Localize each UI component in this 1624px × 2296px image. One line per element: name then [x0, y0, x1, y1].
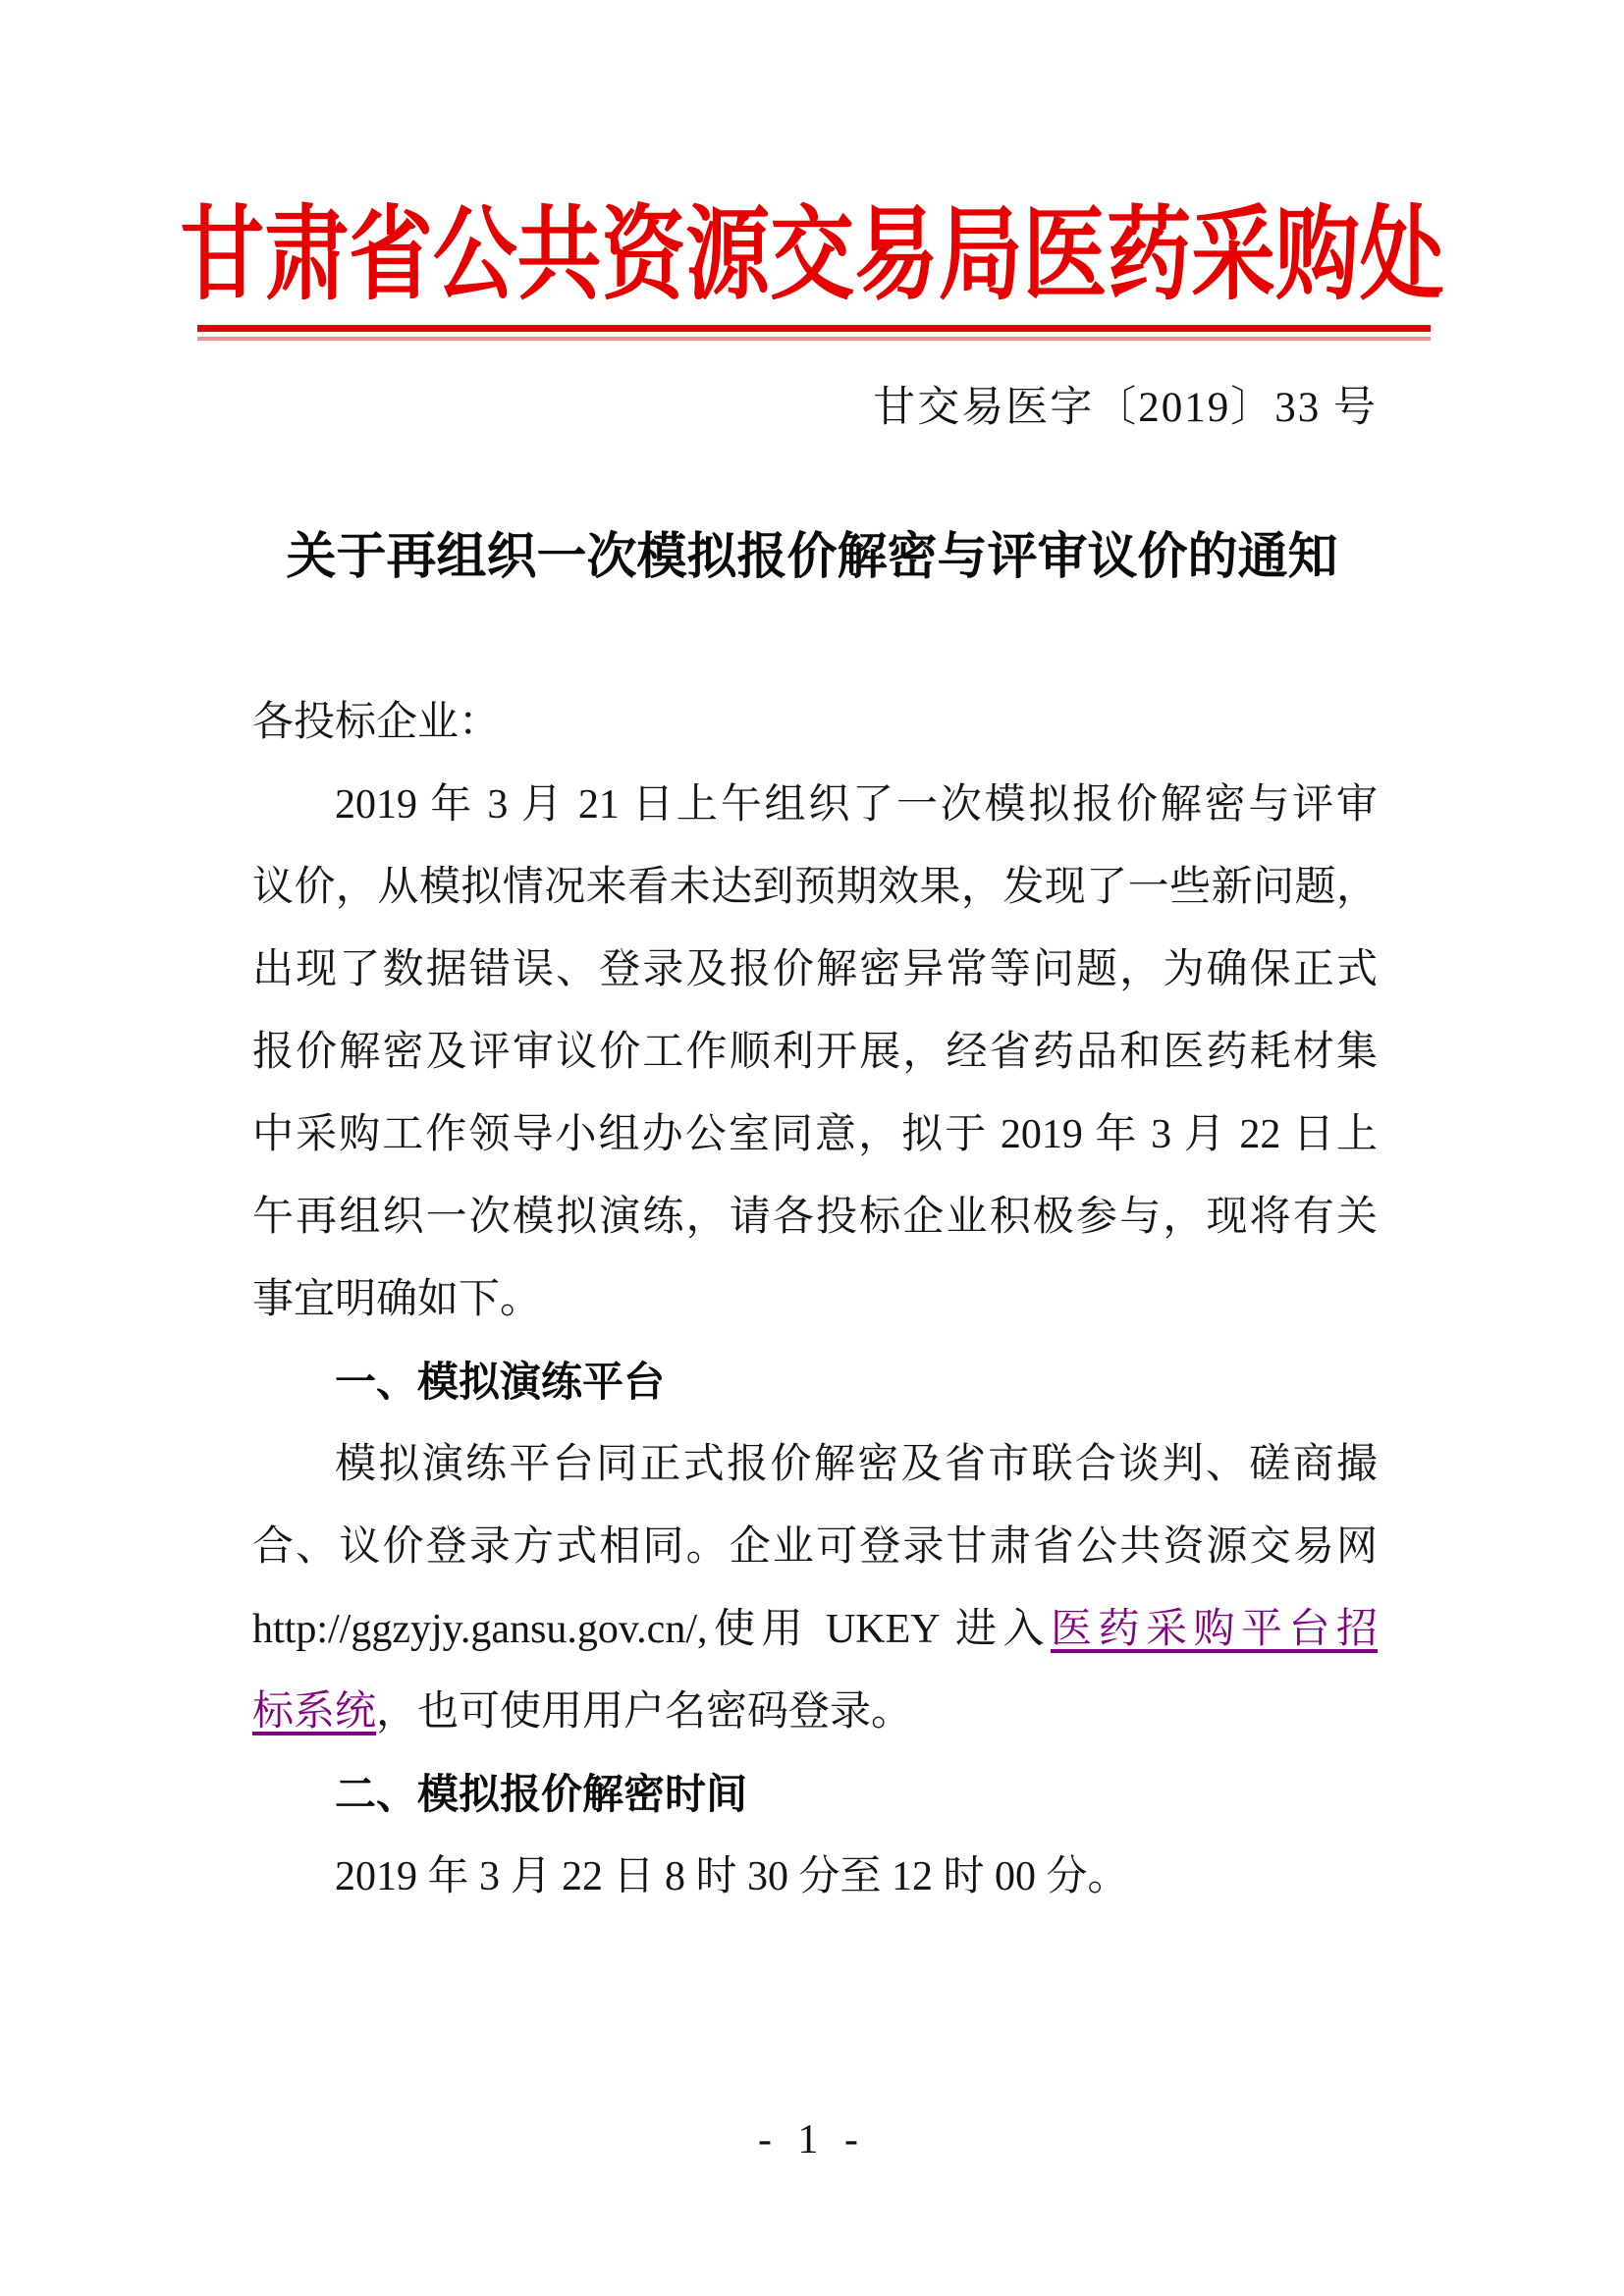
notice-body — [252, 681, 1378, 1918]
body-line — [252, 1588, 1378, 1671]
body-line: 2019 年 3 月 22 日 8 时 30 分至 12 时 00 分。 — [335, 1854, 1129, 1899]
procurement-platform-link-part2[interactable]: 标系统 — [252, 1689, 377, 1735]
body-line: 午再组织一次模拟演练，请各投标企业积极参与，现将有关 — [252, 1195, 1378, 1240]
body-line: 事宜明确如下。 — [252, 1277, 542, 1322]
doc-number: 甘交易医字〔2019〕33 号 — [873, 385, 1378, 431]
body-line: 模拟演练平台同正式报价解密及省市联合谈判、磋商撮 — [335, 1442, 1378, 1487]
notice-title: 关于再组织一次模拟报价解密与评审议价的通知 — [286, 528, 1338, 584]
body-line: 中采购工作领导小组办公室同意，拟于 2019 年 3 月 22 日上 — [252, 1112, 1378, 1157]
body-line: 报价解密及评审议价工作顺利开展，经省药品和医药耗材集 — [252, 1030, 1378, 1075]
body-line: 议价，从模拟情况来看未达到预期效果，发现了一些新问题， — [252, 865, 1378, 910]
salutation: 各投标企业： — [252, 700, 501, 745]
body-line — [252, 1671, 1378, 1753]
body-text: ，也可使用用户名密码登录。 — [376, 1689, 913, 1735]
procurement-platform-link-part1[interactable]: 医药采购平台招 — [1051, 1607, 1378, 1652]
section2-heading: 二、模拟报价解密时间 — [335, 1771, 748, 1817]
page-number: - 1 - — [758, 2117, 866, 2163]
letterhead-rule-thin — [197, 337, 1431, 341]
org-letterhead-title: 甘肃省公共资源交易局医药采购处 — [180, 199, 1444, 312]
letterhead-rule-thick — [197, 325, 1431, 332]
section1-heading: 一、模拟演练平台 — [335, 1359, 666, 1405]
portal-url-text: http://ggzyjy.gansu.gov.cn/,使用 UKEY 进入 — [252, 1607, 1052, 1652]
body-line: 出现了数据错误、登录及报价解密异常等问题，为确保正式 — [252, 947, 1378, 992]
body-line: 合、议价登录方式相同。企业可登录甘肃省公共资源交易网 — [252, 1524, 1378, 1570]
body-line: 2019 年 3 月 21 日上午组织了一次模拟报价解密与评审 — [335, 782, 1378, 828]
